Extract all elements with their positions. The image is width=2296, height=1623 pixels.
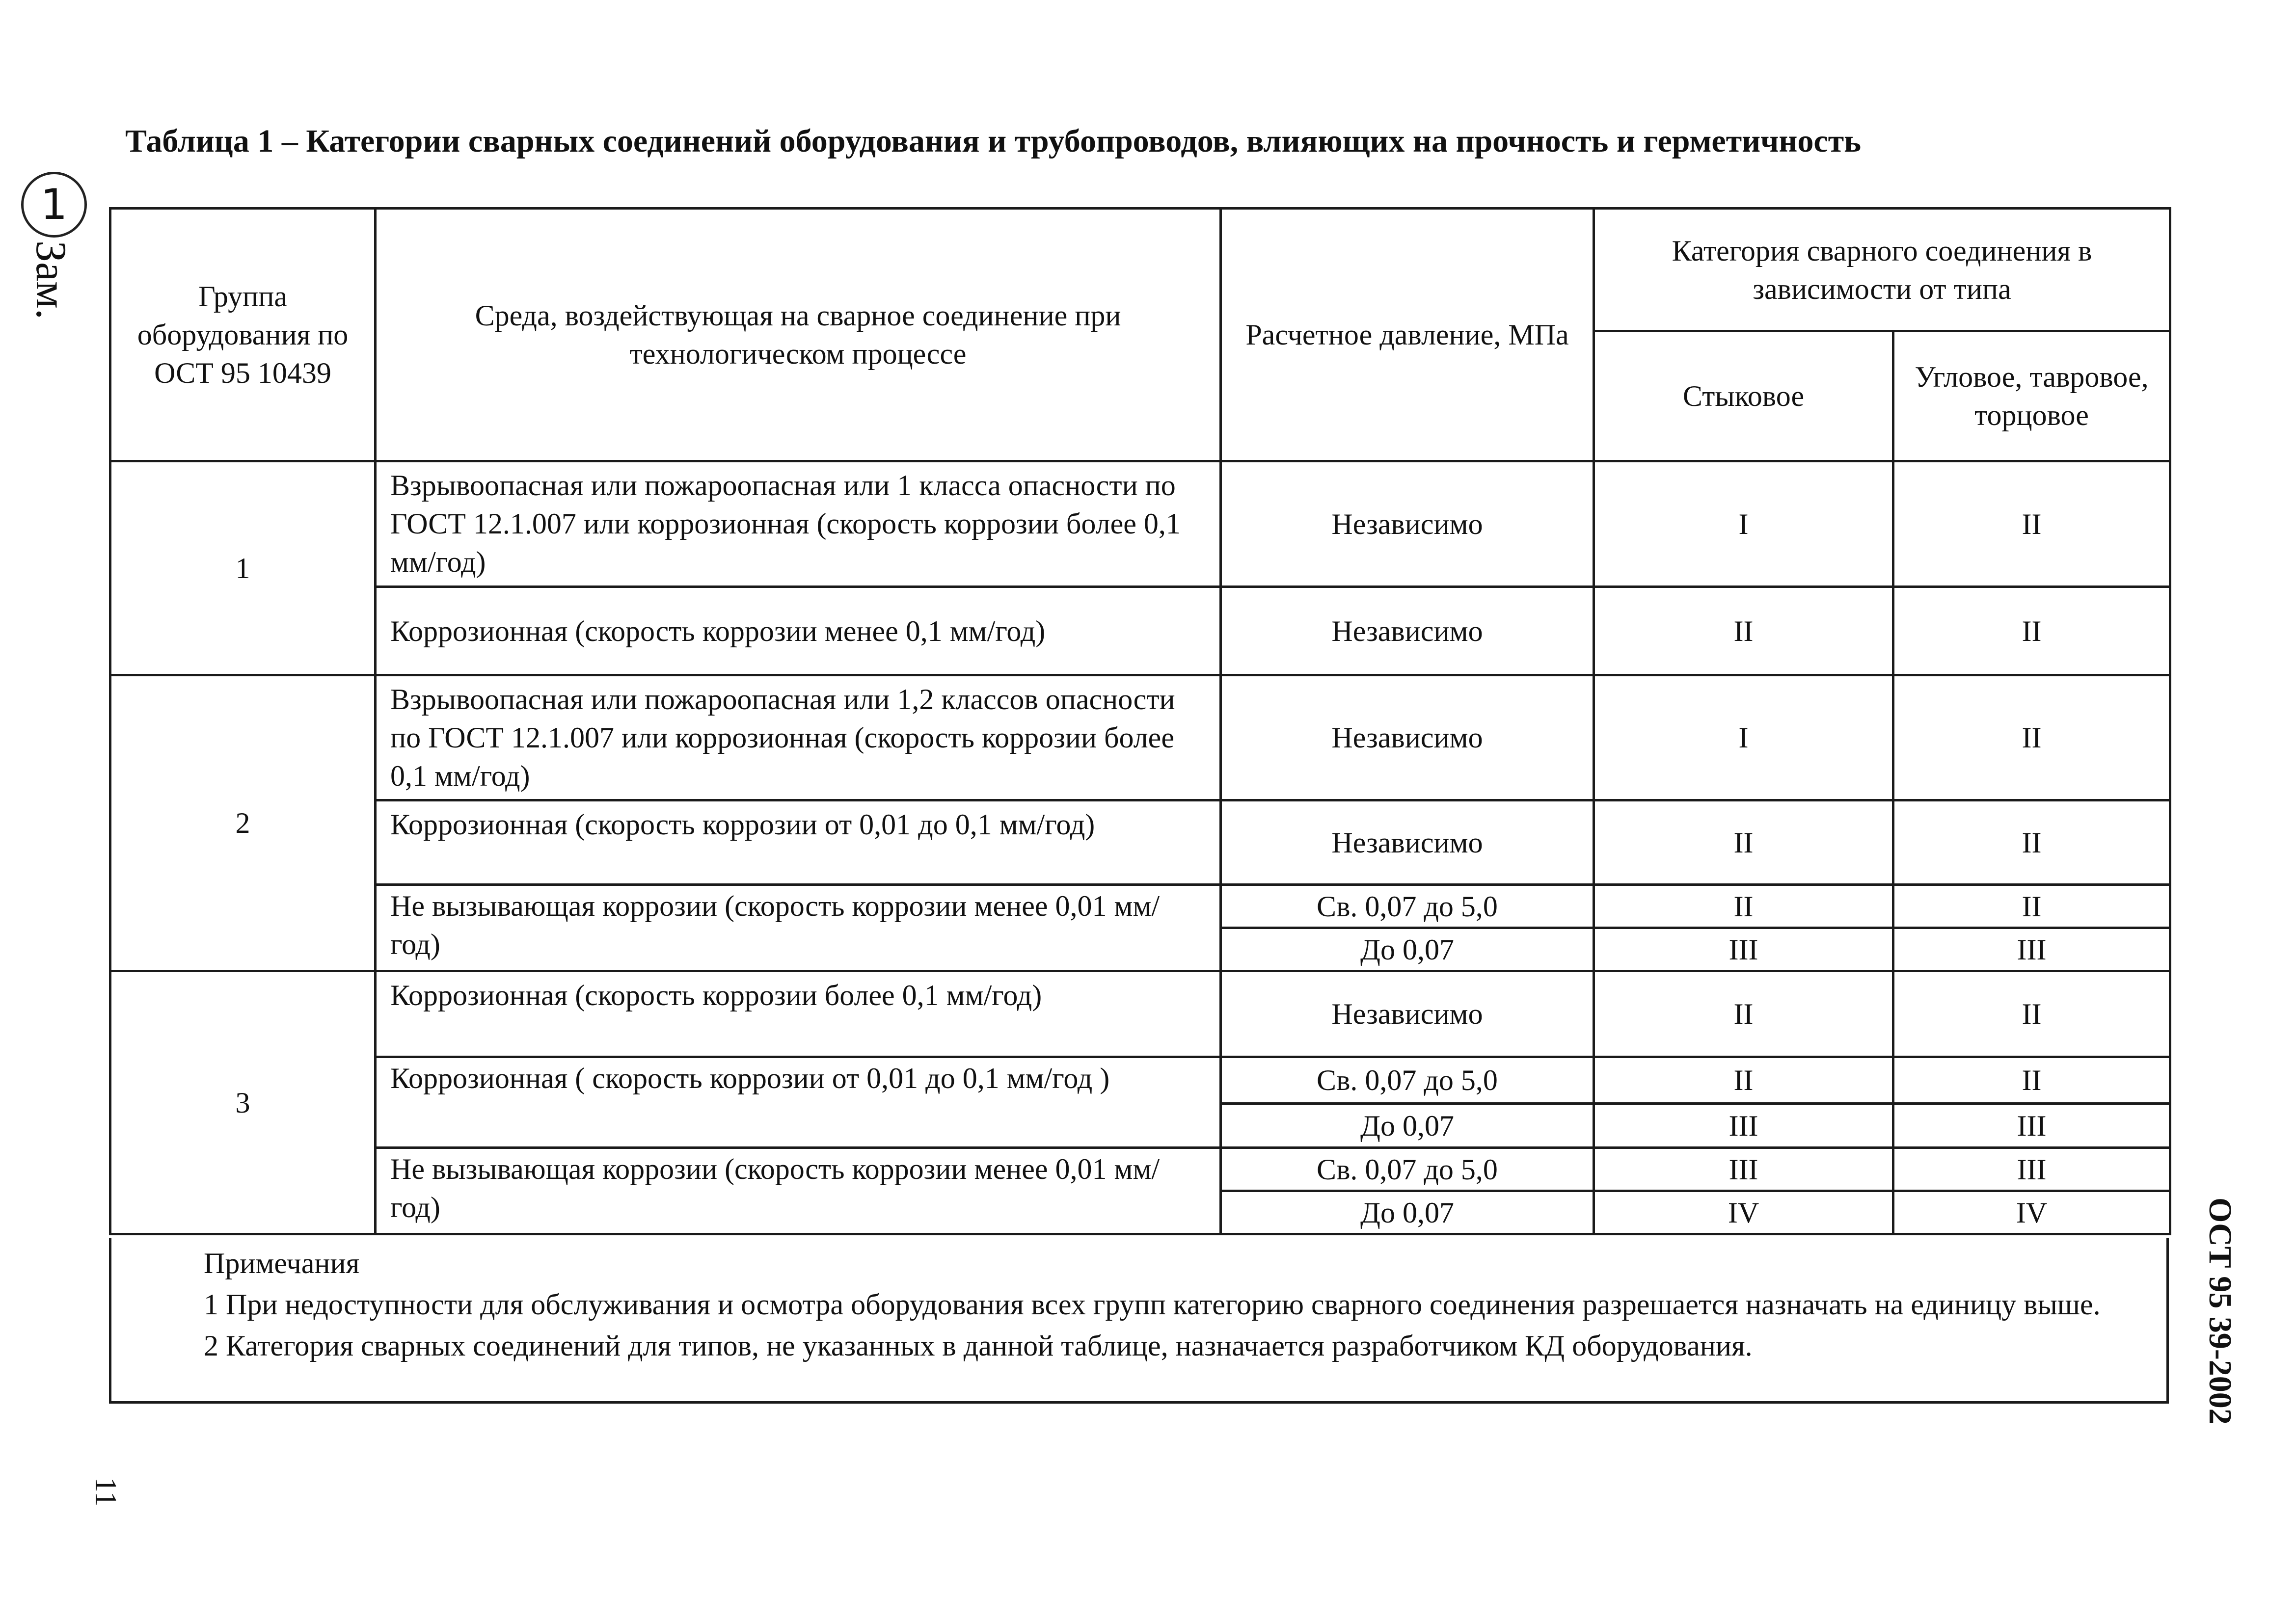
change-mark [17, 172, 91, 334]
pressure-cell: Независимо [1221, 461, 1594, 587]
angle-category-cell: II [1893, 971, 2170, 1057]
environment-cell: Коррозионная (скорость коррозии более 0,1 мм/год) [376, 971, 1221, 1057]
table-notes [109, 1238, 2169, 1404]
pressure-cell: Св. 0,07 до 5,0 [1221, 885, 1594, 928]
butt-category-cell: I [1594, 675, 1893, 800]
butt-category-cell: II [1594, 1057, 1893, 1104]
header-environment: Среда, воздействующая на сварное соединение при технологическом процессе [376, 209, 1221, 461]
environment-cell: Взрывоопасная или пожароопасная или 1 класса опасности по ГОСТ 12.1.007 или коррозионная (скорость коррозии более 0,1 мм/год) [376, 461, 1221, 587]
table-row [110, 885, 2170, 928]
header-angle: Угловое, тавровое, торцовое [1893, 331, 2170, 461]
butt-category-cell: II [1594, 885, 1893, 928]
page-number: 11 [89, 1477, 122, 1507]
pressure-cell: Независимо [1221, 587, 1594, 675]
angle-category-cell: III [1893, 1148, 2170, 1191]
angle-category-cell: II [1893, 1057, 2170, 1104]
angle-category-cell: III [1893, 928, 2170, 971]
table-title: Таблица 1 – Категории сварных соединений оборудования и трубопроводов, влияющих на прочность и герметичность [125, 123, 1862, 159]
pressure-cell: До 0,07 [1221, 1104, 1594, 1148]
butt-category-cell: III [1594, 928, 1893, 971]
group-cell: 2 [110, 675, 376, 971]
pressure-cell: До 0,07 [1221, 928, 1594, 971]
butt-category-cell: I [1594, 461, 1893, 587]
pressure-cell: Св. 0,07 до 5,0 [1221, 1057, 1594, 1104]
table-row [110, 800, 2170, 885]
pressure-cell: До 0,07 [1221, 1191, 1594, 1234]
header-group: Группа оборудования по ОСТ 95 10439 [110, 209, 376, 461]
table-row [110, 971, 2170, 1057]
pressure-cell: Независимо [1221, 800, 1594, 885]
butt-category-cell: II [1594, 587, 1893, 675]
angle-category-cell: II [1893, 461, 2170, 587]
table-row [110, 461, 2170, 587]
change-number-circle: 1 [21, 172, 87, 238]
angle-category-cell: IV [1893, 1191, 2170, 1234]
environment-cell: Коррозионная ( скорость коррозии от 0,01 до 0,1 мм/год ) [376, 1057, 1221, 1148]
pressure-cell: Независимо [1221, 675, 1594, 800]
butt-category-cell: III [1594, 1148, 1893, 1191]
note-item: 2 Категория сварных соединений для типов, не указанных в данной таблице, назначается разработчиком КД оборудования. [204, 1330, 1753, 1362]
header-pressure: Расчетное давление, МПа [1221, 209, 1594, 461]
group-cell: 3 [110, 971, 376, 1234]
angle-category-cell: II [1893, 675, 2170, 800]
environment-cell: Не вызывающая коррозии (скорость коррозии менее 0,01 мм/год) [376, 1148, 1221, 1234]
angle-category-cell: II [1893, 587, 2170, 675]
environment-cell: Коррозионная (скорость коррозии менее 0,1 мм/год) [376, 587, 1221, 675]
group-cell: 1 [110, 461, 376, 675]
header-row [110, 209, 2170, 331]
angle-category-cell: II [1893, 885, 2170, 928]
butt-category-cell: III [1594, 1104, 1893, 1148]
weld-category-table [109, 207, 2171, 1235]
angle-category-cell: III [1893, 1104, 2170, 1148]
header-category: Категория сварного соединения в зависимости от типа [1594, 209, 2170, 331]
pressure-cell: Св. 0,07 до 5,0 [1221, 1148, 1594, 1191]
environment-cell: Взрывоопасная или пожароопасная или 1,2 классов опасности по ГОСТ 12.1.007 или коррозионная (скорость коррозии более 0,1 мм/год) [376, 675, 1221, 800]
table-row [110, 675, 2170, 800]
change-mark-label: Зам. [27, 240, 75, 319]
angle-category-cell: II [1893, 800, 2170, 885]
table-row [110, 1148, 2170, 1191]
butt-category-cell: IV [1594, 1191, 1893, 1234]
environment-cell: Коррозионная (скорость коррозии от 0,01 до 0,1 мм/год) [376, 800, 1221, 885]
document-code: ОСТ 95 39-2002 [2202, 1197, 2238, 1425]
environment-cell: Не вызывающая коррозии (скорость коррозии менее 0,01 мм/год) [376, 885, 1221, 971]
butt-category-cell: II [1594, 800, 1893, 885]
pressure-cell: Независимо [1221, 971, 1594, 1057]
notes-heading: Примечания [204, 1247, 360, 1279]
butt-category-cell: II [1594, 971, 1893, 1057]
table-row [110, 1057, 2170, 1104]
note-item: 1 При недоступности для обслуживания и осмотра оборудования всех групп категорию сварного соединения разрешается назначать на единицу выше. [204, 1288, 2101, 1321]
header-butt: Стыковое [1594, 331, 1893, 461]
table-row [110, 587, 2170, 675]
